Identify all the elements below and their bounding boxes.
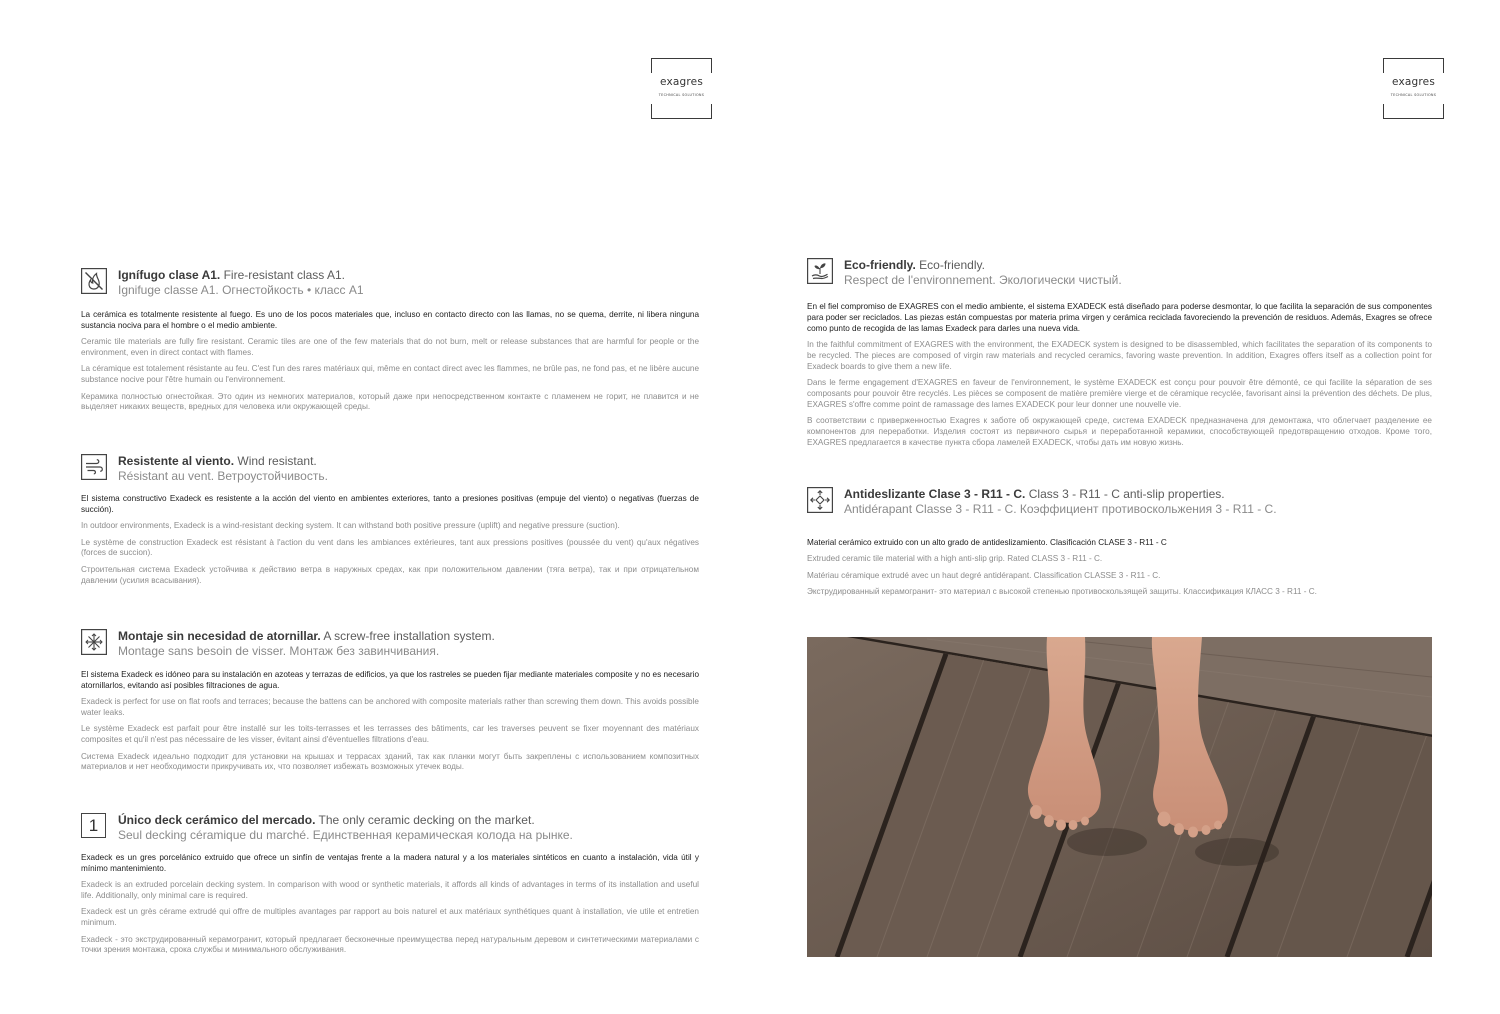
paragraph-es: El sistema Exadeck es idóneo para su instalación en azoteas y terrazas de edificios, ya que los rastreles se pueden fijar mediante materiales composite y no es necesario atornillarlos, evitando así posibles filtraciones de agua. — [81, 670, 699, 690]
screw-free-icon — [81, 629, 107, 655]
paragraph-es: Exadeck es un gres porcelánico extruido que ofrece un sinfín de ventajas frente a la madera natural y a los materiales sintéticos en cuanto a instalación, vida útil y mínimo mantenimiento. — [81, 853, 699, 873]
paragraph-es: El sistema constructivo Exadeck es resistente a la acción del viento en ambientes exteriores, tanto a presiones positivas (empuje del viento) o negativas (fuerzas de succión). — [81, 494, 699, 514]
section-paragraphs — [81, 310, 699, 419]
paragraph-ru: Керамика полностью огнестойкая. Это один из немногих материалов, который даже при непосредственном контакте с пламенем не горит, не плавится и не выделяет никаких веществ, вредных для человека или окружающей среды. — [81, 391, 699, 412]
title-english: The only ceramic decking on the market. — [318, 813, 535, 827]
logo-wordmark: exagres — [659, 76, 703, 88]
title-bold: Ignífugo clase A1. — [118, 268, 221, 282]
title-bold: Resistente al viento. — [118, 454, 235, 468]
paragraph-ru: Экструдированный керамогранит- это материал с высокой степенью противоскользящей защиты. Классификация КЛАСС 3 - R11 - C. — [807, 587, 1317, 597]
paragraph-es: Material cerámico extruido con un alto grado de antideslizamiento. Clasificación CLASE 3 - R11 - C — [807, 538, 1167, 547]
section-title — [118, 268, 364, 298]
paragraph-en: Exadeck is an extruded porcelain decking system. In comparison with wood or synthetic materials, it affords all kinds of advantages in terms of its installation and useful life. Additionally, only minimal care is required. — [81, 880, 699, 900]
title-subtitle: Montage sans besoin de visser. Монтаж без завинчивания. — [118, 644, 440, 658]
title-bold: Antideslizante Clase 3 - R11 - C. — [844, 487, 1026, 501]
paragraph-fr: Matériau céramique extrudé avec un haut degré antidérapant. Classification CLASSE 3 - R11 - C. — [807, 570, 1161, 580]
title-english: A screw-free installation system. — [323, 629, 495, 643]
wind-icon — [81, 454, 107, 480]
title-subtitle: Résistant au vent. Ветроустойчивость. — [118, 469, 328, 483]
logo-tagline: TECHNICAL SOLUTIONS — [658, 93, 705, 97]
paragraph-en: Exadeck is perfect for use on flat roofs and terraces; because the battens can be anchored with composite materials rather than screwing them down. This avoids possible water leaks. — [81, 697, 699, 717]
title-subtitle: Ignifuge classe A1. Огнестойкость • класс A1 — [118, 283, 364, 297]
paragraph-fr: Le système Exadeck est parfait pour être installé sur les toits-terrasses et les terrasses des bâtiments, car les traverses peuvent se fixer moyennant des matériaux composites et qu'il n'est pas nécessaire de les visser, évitant ainsi d'éventuelles filtrations d'eau. — [81, 724, 699, 745]
paragraph-fr: La céramique est totalement résistante au feu. C'est l'un des rares matériaux qui, même en contact direct avec les flammes, ne brûle pas, ne fond pas, et ne libère aucune substance nocive pour l'être humain ou l'environnement. — [81, 364, 699, 385]
paragraph-es: En el fiel compromiso de EXAGRES con el medio ambiente, el sistema EXADECK está diseñado para poderse desmontar, lo que facilita la separación de sus componentes para poder ser reciclados. Las piezas están compuestas por materia prima virgen y cerámica reciclada favoreciendo la prevención de residuos. Además, Exagres se ofrece como punto de recogida de las lamas Exadeck para darles una nueva vida. — [807, 302, 1432, 333]
paragraph-ru: Строительная система Exadeck устойчива к действию ветра в наружных средах, как при положительном давлении (тяга ветра), так и при отрицательном давлении (усилия всасывания). — [81, 564, 699, 585]
title-subtitle: Antidérapant Classe 3 - R11 - C. Коэффициент противоскольжения 3 - R11 - C. — [844, 502, 1277, 516]
section-title — [844, 487, 1277, 517]
section-paragraphs — [807, 302, 1432, 454]
section-paragraphs — [81, 494, 699, 592]
deck-photo — [807, 637, 1432, 957]
paragraph-fr: Dans le ferme engagement d'EXAGRES en faveur de l'environnement, le système EXADECK est conçu pour pouvoir être démonté, ce qui facilite la séparation de ses composants pour pouvoir être recyclés. Les pièces se composent de matière première vierge et de céramique recyclée, favorisant ainsi la prévention des déchets. De plus, EXAGRES s'offre comme point de ramassage des lames EXADECK pour leur donner une nouvelle vie. — [807, 377, 1432, 409]
eco-leaf-icon — [807, 258, 833, 284]
exagres-logo — [1383, 58, 1444, 119]
title-subtitle: Seul decking céramique du marché. Единственная керамическая колода на рынке. — [118, 828, 573, 842]
paragraph-en: Ceramic tile materials are fully fire resistant. Ceramic tiles are one of the few materials that do not burn, melt or release substances that are harmful for people or the environment, even in direct contact with flames. — [81, 337, 699, 357]
title-english: Fire-resistant class A1. — [223, 268, 345, 282]
section-paragraphs — [81, 853, 699, 962]
title-subtitle: Respect de l'environnement. Экологически чистый. — [844, 273, 1122, 287]
title-bold: Eco-friendly. — [844, 258, 916, 272]
title-bold: Único deck cerámico del mercado. — [118, 813, 316, 827]
title-english: Eco-friendly. — [919, 258, 985, 272]
title-bold: Montaje sin necesidad de atornillar. — [118, 629, 321, 643]
number-one-icon: 1 — [81, 813, 106, 838]
paragraph-en: In the faithful commitment of EXAGRES with the environment, the EXADECK system is designed to be disassembled, which facilitates the separation of its components to be recycled. The pieces are composed of virgin raw materials and recycled ceramics, favoring waste prevention. In addition, Exagres offers itself as a collection point for Exadeck boards to give them a new life. — [807, 339, 1432, 371]
paragraph-ru: В соответствии с приверженностью Exagres к заботе об окружающей среде, система EXADECK предназначена для демонтажа, что облегчает разделение ее компонентов для переработки. Изделия состоят из первичного сырья и переработанной керамики, способствующей предотвращению отходов. Кроме того, EXAGRES предлагается в качестве пункта сбора ламелей EXADECK, чтобы дать им новую жизнь. — [807, 415, 1432, 447]
fire-resistant-icon — [81, 268, 107, 294]
section-title — [118, 813, 573, 843]
title-english: Class 3 - R11 - C anti-slip properties. — [1028, 487, 1225, 501]
section-paragraphs — [81, 670, 699, 779]
logo-tagline: TECHNICAL SOLUTIONS — [1390, 93, 1437, 97]
anti-slip-arrows-icon — [807, 487, 833, 513]
paragraph-en: Extruded ceramic tile material with a high anti-slip grip. Rated CLASS 3 - R11 - C. — [807, 554, 1103, 564]
paragraph-ru: Exadeck - это экструдированный керамогранит, который предлагает бесконечные преимущества перед натуральным деревом и синтетическими материалами с точки зрения монтажа, срока службы и минимального обслуживания. — [81, 934, 699, 955]
paragraph-ru: Система Exadeck идеально подходит для установки на крышах и террасах зданий, так как планки могут быть закреплены с использованием композитных материалов и нет необходимости прикручивать их, что позволяет избежать возможных утечек воды. — [81, 751, 699, 772]
section-title — [118, 454, 328, 484]
section-paragraphs — [807, 538, 1432, 604]
exagres-logo — [651, 58, 712, 119]
section-title — [118, 629, 495, 659]
title-english: Wind resistant. — [237, 454, 317, 468]
section-title — [844, 258, 1122, 288]
paragraph-es: La cerámica es totalmente resistente al fuego. Es uno de los pocos materiales que, incluso en contacto directo con las llamas, no se quema, derrite, ni libera ninguna sustancia nociva para el hombre o el medio ambiente. — [81, 310, 699, 330]
logo-wordmark: exagres — [1391, 76, 1435, 88]
paragraph-en: In outdoor environments, Exadeck is a wind-resistant decking system. It can withstand both positive pressure (uplift) and negative pressure (suction). — [81, 521, 620, 531]
paragraph-fr: Exadeck est un grès cérame extrudé qui offre de multiples avantages par rapport au bois naturel et aux matériaux synthétiques quant à installation, vie utile et entretien minimum. — [81, 907, 699, 928]
paragraph-fr: Le système de construction Exadeck est résistant à l'action du vent dans les ambiances extérieures, tant aux pressions positives (poussée du vent) qu'aux négatives (forces de succion). — [81, 537, 699, 558]
